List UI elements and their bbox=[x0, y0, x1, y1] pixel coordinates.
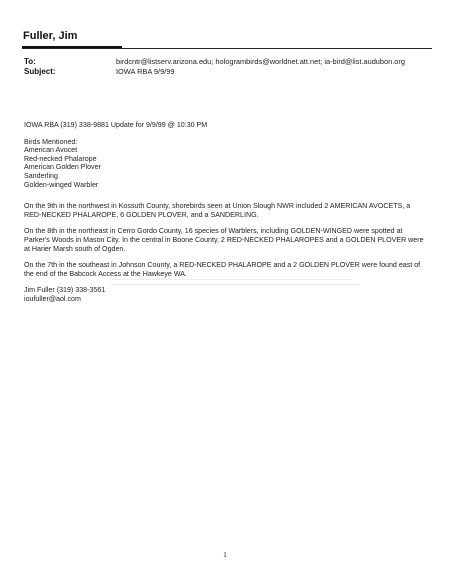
bird-item: Golden-winged Warbler bbox=[24, 180, 99, 189]
subject-value: IOWA RBA 9/9/99 bbox=[116, 67, 175, 76]
bird-item: American Avocet bbox=[24, 146, 78, 155]
birds-heading: Birds Mentioned: bbox=[24, 137, 78, 146]
sighting-paragraph: On the 9th in the northwest in Kossuth County, shorebirds seen at Union Slough NWR included 2 AMERICAN AVOCETS, a RED-NECKED PHALAROPE, 6 GOLDEN PLOVER, and a SANDERLING. bbox=[24, 202, 411, 219]
subject-label: Subject: bbox=[24, 67, 56, 76]
signature-name: Jim Fuller (319) 338-3561 bbox=[24, 286, 106, 295]
bleed-through-line bbox=[112, 279, 352, 280]
page-number: 1 bbox=[223, 551, 227, 559]
to-recipients: birdcntr@listserv.arizona.edu; hologrambirds@worldnet.att.net; ia-bird@list.audubon.org bbox=[116, 57, 405, 66]
message-body bbox=[24, 121, 424, 304]
sighting-paragraph: On the 8th in the northeast in Cerro Gordo County, 16 species of Warblers, including GOLDEN-WINGED were spotted at Parker's Woods in Mason City. In the central in Boone County, 2 RED-NECKED PHALAROPES and a GOLDEN PLOVER were at Harier Marsh south of Ogden. bbox=[24, 227, 424, 253]
bird-item: Sanderling bbox=[24, 171, 58, 180]
bleed-through-line bbox=[110, 284, 360, 285]
bird-item: American Golden Plover bbox=[24, 163, 101, 172]
sender-name: Fuller, Jim bbox=[23, 30, 78, 42]
to-label: To: bbox=[24, 57, 36, 66]
header-rule bbox=[22, 48, 432, 49]
intro-line: IOWA RBA (319) 338-9881 Update for 9/9/99 @ 10:30 PM bbox=[24, 121, 208, 129]
sighting-paragraph: On the 7th in the southeast in Johnson County, a RED-NECKED PHALAROPE and a 2 GOLDEN PLOVER were found east of the end of the Babcock Access at the Hawkeye WA. bbox=[24, 261, 421, 278]
bird-item: Red-necked Phalarope bbox=[24, 154, 97, 163]
signature-email: ioufuller@aol.com bbox=[24, 294, 81, 303]
